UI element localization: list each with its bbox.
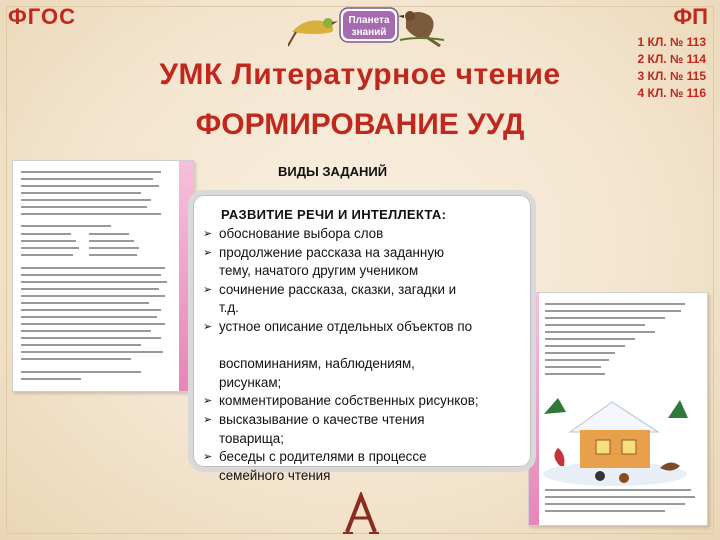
- task-item: [199, 281, 535, 318]
- section-label: ВИДЫ ЗАДАНИЙ: [278, 164, 388, 179]
- page-title: УМК Литературное чтение: [159, 58, 561, 91]
- bullet-arrow-icon: ➢: [203, 228, 213, 240]
- bird-icon: [398, 11, 444, 46]
- bullet-arrow-icon: ➢: [203, 451, 213, 464]
- bullet-arrow-icon: ➢: [203, 320, 213, 333]
- task-line: воспоминаниям, наблюдениям,: [219, 356, 415, 372]
- class-code-4: 4 КЛ. № 116: [637, 86, 706, 100]
- class-code-2: 2 КЛ. № 114: [637, 52, 706, 66]
- task-line: беседы с родителями в процессе: [219, 449, 427, 465]
- task-line: [219, 337, 535, 356]
- textbook-page-left: [12, 160, 194, 392]
- task-item: [199, 392, 535, 411]
- bullet-arrow-icon: ➢: [203, 246, 213, 259]
- task-line: рисункам;: [219, 374, 282, 390]
- tasks-panel: [188, 190, 536, 483]
- task-line: сочинение рассказа, сказки, загадки и: [219, 281, 457, 297]
- bullet-arrow-icon: ➢: [203, 413, 213, 426]
- task-item: [199, 448, 535, 485]
- house-illustration: [540, 378, 690, 486]
- letter-a-icon: [341, 492, 381, 536]
- task-line: устное описание отдельных объектов по: [219, 318, 473, 334]
- class-code-1: 1 КЛ. № 113: [637, 35, 706, 49]
- task-line: семейного чтения: [219, 467, 331, 483]
- task-line: обоснование выбора слов: [219, 226, 384, 241]
- task-item: [199, 411, 535, 448]
- class-code-3: 3 КЛ. № 115: [637, 69, 706, 83]
- logo-text-2: знаний: [351, 27, 387, 38]
- task-line: т.д.: [219, 300, 239, 316]
- bullet-arrow-icon: ➢: [203, 283, 213, 296]
- task-line: товарища;: [219, 430, 284, 446]
- task-line: продолжение рассказа на заданную: [219, 244, 445, 260]
- task-item: [199, 225, 535, 244]
- fgos-label: ФГОС: [8, 4, 76, 29]
- page-subtitle: ФОРМИРОВАНИЕ УУД: [195, 108, 525, 141]
- task-line: комментирование собственных рисунков;: [219, 393, 479, 409]
- bird-icon: [288, 18, 338, 46]
- task-line: высказывание о качестве чтения: [219, 411, 425, 427]
- logo-text-1: Планета: [348, 15, 390, 26]
- panel-heading: РАЗВИТИЕ РЕЧИ И ИНТЕЛЛЕКТА:: [221, 207, 447, 222]
- task-list: [199, 225, 535, 485]
- task-line: тему, начатого другим учеником: [219, 263, 419, 279]
- task-item: [199, 244, 535, 281]
- task-item: [199, 318, 535, 392]
- planeta-znaniy-logo: [288, 2, 448, 50]
- bullet-arrow-icon: ➢: [203, 395, 213, 408]
- fp-label: ФП: [673, 4, 708, 29]
